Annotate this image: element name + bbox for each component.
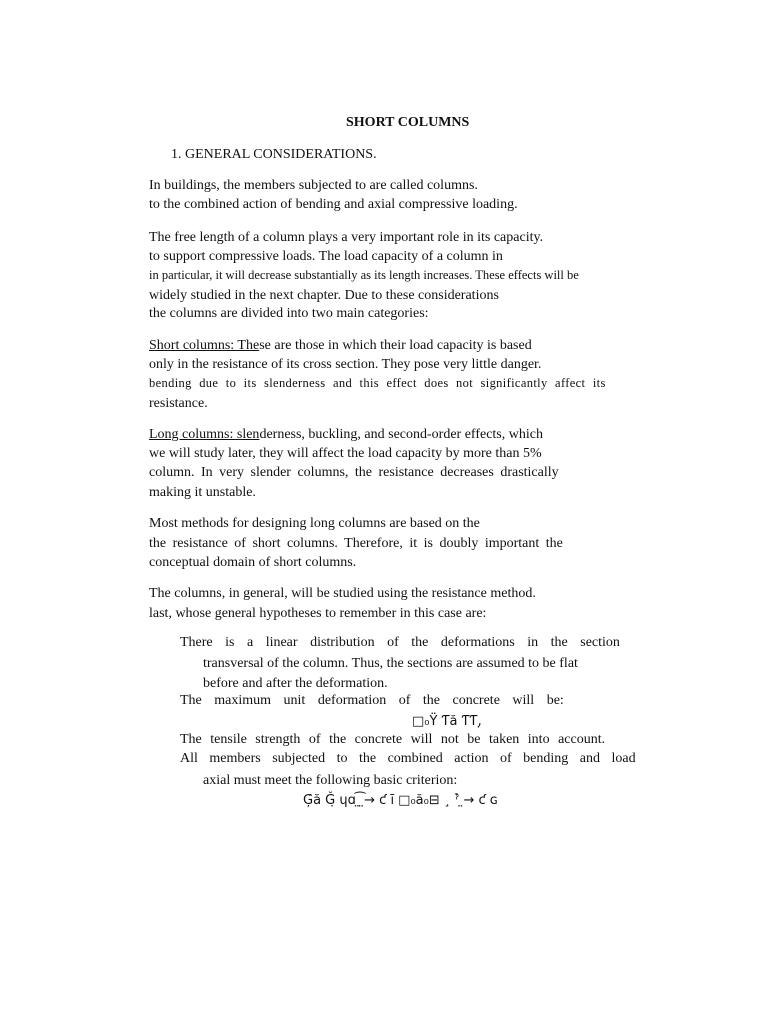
strain-formula: □₀Ÿ Ƭă ƬƬ‚̣ bbox=[412, 714, 482, 729]
paragraph-line: conceptual domain of short columns. bbox=[149, 555, 357, 570]
hypothesis-line: There is a linear distribution of the deformations in the section bbox=[180, 635, 620, 650]
paragraph-line: resistance. bbox=[149, 396, 208, 411]
hypothesis-line: All members subjected to the combined action of bending and load bbox=[180, 751, 636, 766]
paragraph-line: the columns are divided into two main categories: bbox=[149, 306, 429, 321]
paragraph-line: only in the resistance of its cross section. They pose very little danger. bbox=[149, 357, 542, 372]
paragraph-line: The columns, in general, will be studied using the resistance method. bbox=[149, 586, 536, 601]
hypothesis-line: before and after the deformation. bbox=[203, 676, 388, 691]
hypothesis-line: axial must meet the following basic criterion: bbox=[203, 773, 458, 788]
paragraph-line: the resistance of short columns. Therefore, it is doubly important the bbox=[149, 536, 563, 551]
short-columns-term: Short columns: The bbox=[149, 338, 260, 353]
paragraph-line: The free length of a column plays a very important role in its capacity. bbox=[149, 230, 544, 245]
paragraph-line: In buildings, the members subjected to are called columns. bbox=[149, 178, 478, 193]
short-columns-line bbox=[149, 337, 607, 354]
paragraph-line: to the combined action of bending and axial compressive loading. bbox=[149, 197, 518, 212]
hypothesis-line: The maximum unit deformation of the concrete will be: bbox=[180, 693, 564, 708]
long-columns-line bbox=[149, 426, 543, 443]
paragraph-line: making it unstable. bbox=[149, 485, 256, 500]
paragraph-line: Most methods for designing long columns are based on the bbox=[149, 516, 480, 531]
long-columns-text: derness, buckling, and second-order effects, which bbox=[259, 427, 543, 442]
hypothesis-line: transversal of the column. Thus, the sections are assumed to be flat bbox=[203, 656, 578, 671]
section-heading: 1. GENERAL CONSIDERATIONS. bbox=[171, 147, 377, 162]
page-title: SHORT COLUMNS bbox=[346, 115, 470, 130]
paragraph-line: in particular, it will decrease substantially as its length increases. These effects will be bbox=[149, 268, 579, 282]
criterion-formula: Ģ́ă Ǧ̣ ɥɑ ̤͡ ̤→ ƈ ı̄ □₀ă₀⊟ ¸ ˀ̉ ̤→ ƈ ɢ bbox=[303, 793, 498, 808]
paragraph-line: to support compressive loads. The load capacity of a column in bbox=[149, 249, 503, 264]
paragraph-line: last, whose general hypotheses to remember in this case are: bbox=[149, 606, 487, 621]
paragraph-line: we will study later, they will affect the load capacity by more than 5% bbox=[149, 446, 542, 461]
hypothesis-line: The tensile strength of the concrete will not be taken into account. bbox=[180, 732, 606, 747]
paragraph-line: widely studied in the next chapter. Due to these considerations bbox=[149, 288, 499, 303]
paragraph-line: column. In very slender columns, the resistance decreases drastically bbox=[149, 465, 559, 480]
long-columns-term: Long columns: slen bbox=[149, 427, 260, 442]
paragraph-line: bending due to its slenderness and this effect does not significantly affect its bbox=[149, 376, 606, 390]
short-columns-text: se are those in which their load capacity is based bbox=[259, 338, 532, 353]
